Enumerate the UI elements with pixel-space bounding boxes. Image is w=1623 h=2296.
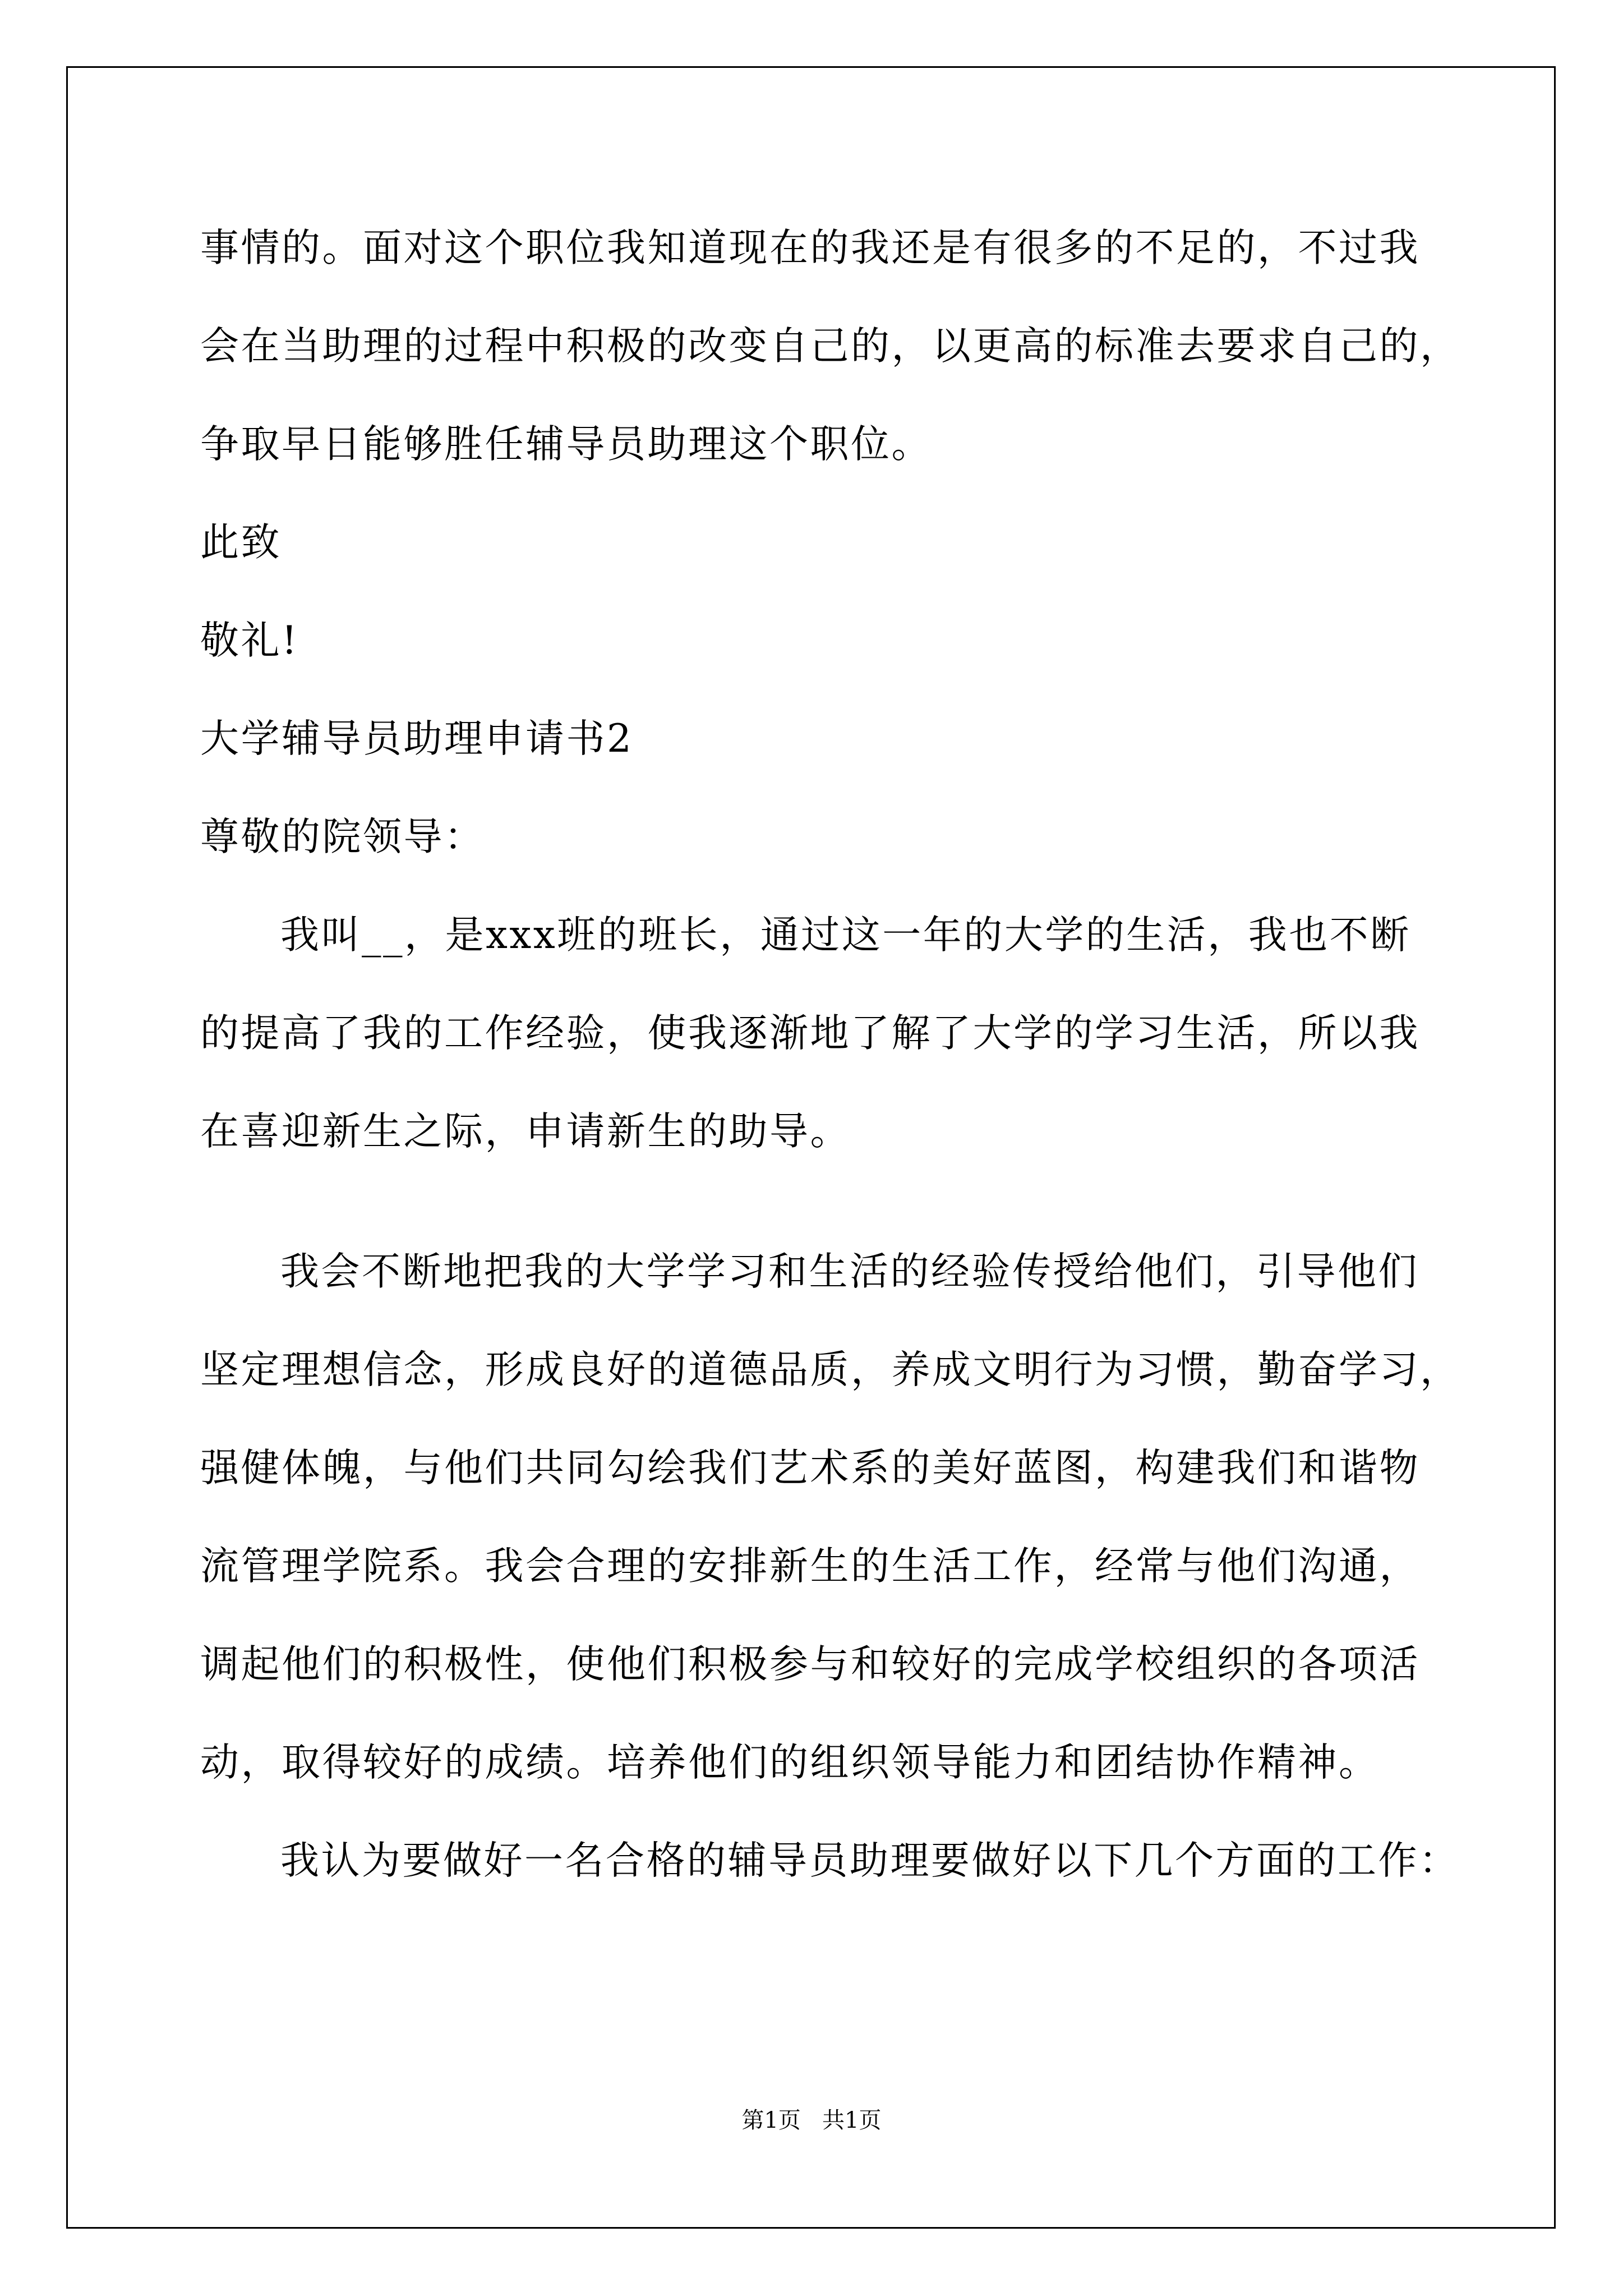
paragraph-2-line-5: 调起他们的积极性，使他们积极参与和较好的完成学校组织的各项活 (200, 1642, 1420, 1687)
closing-respect: 敬礼! (200, 618, 299, 663)
paragraph-2-line-3: 强健体魄，与他们共同勾绘我们艺术系的美好蓝图，构建我们和谐物 (200, 1446, 1420, 1490)
paragraph-2-line-4: 流管理学院系。我会合理的安排新生的生活工作，经常与他们沟通， (200, 1544, 1420, 1589)
body-line-2: 会在当助理的过程中积极的改变自己的，以更高的标准去要求自己的， (200, 324, 1461, 369)
paragraph-1-line-3: 在喜迎新生之际，申请新生的助导。 (200, 1109, 851, 1154)
paragraph-1-line-1: 我叫__，是xxx班的班长，通过这一年的大学的生活，我也不断 (280, 913, 1411, 958)
paragraph-1-line-2: 的提高了我的工作经验，使我逐渐地了解了大学的学习生活，所以我 (200, 1011, 1420, 1056)
body-line-1: 事情的。面对这个职位我知道现在的我还是有很多的不足的，不过我 (200, 226, 1420, 270)
paragraph-3-line-1: 我认为要做好一名合格的辅导员助理要做好以下几个方面的工作： (280, 1838, 1460, 1883)
paragraph-2-line-6: 动，取得较好的成绩。培养他们的组织领导能力和团结协作精神。 (200, 1740, 1380, 1785)
section-title: 大学辅导员助理申请书2 (200, 716, 634, 761)
body-line-3: 争取早日能够胜任辅导员助理这个职位。 (200, 422, 932, 467)
paragraph-2-line-1: 我会不断地把我的大学学习和生活的经验传授给他们，引导他们 (280, 1249, 1419, 1294)
paragraph-2-line-2: 坚定理想信念，形成良好的道德品质，养成文明行为习惯，勤奋学习， (200, 1347, 1461, 1392)
page-number-footer: 第1页 共1页 (741, 2108, 882, 2133)
greeting: 尊敬的院领导： (200, 815, 485, 859)
closing-salutation: 此致 (200, 520, 282, 565)
